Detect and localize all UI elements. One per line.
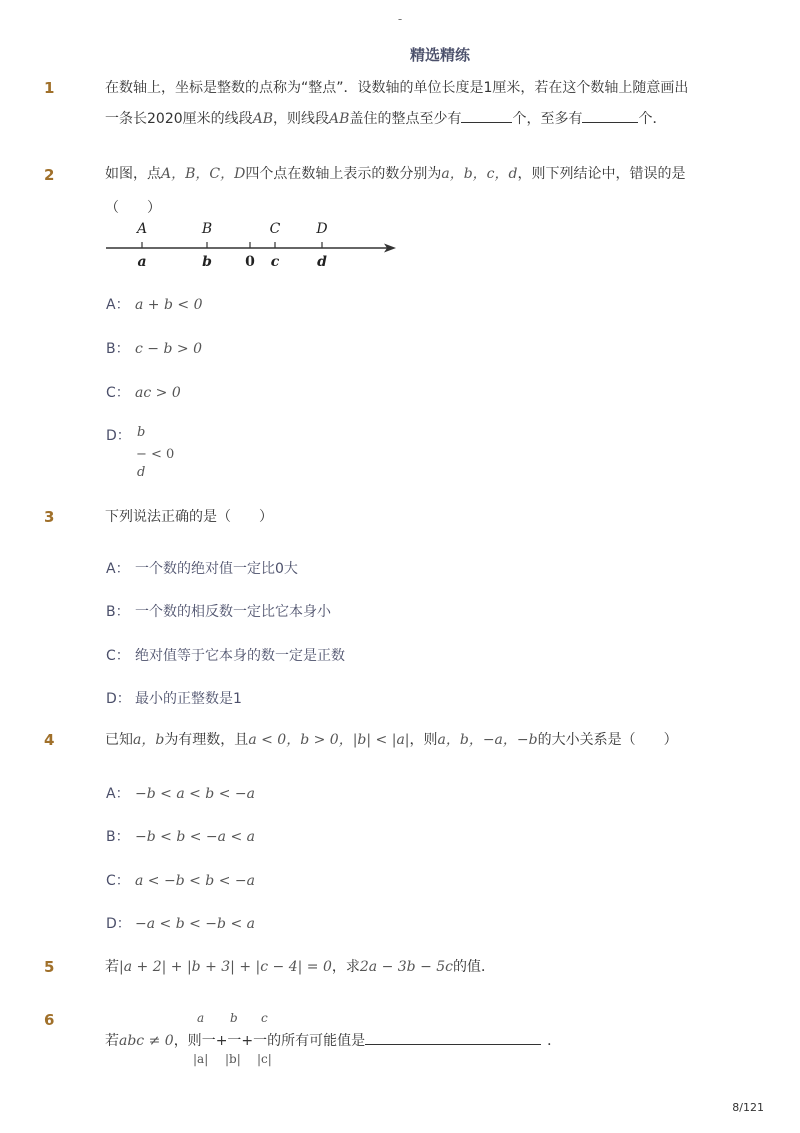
fraction-relation: − < 0 [136,447,175,462]
fraction-numerator: b [230,1011,238,1025]
text-span: 如图，点 [105,166,161,182]
fraction-denominator: |b| [225,1052,241,1066]
question-text-line: 在数轴上，坐标是整数的点称为“整点”．设数轴的单位长度是1厘米，若在这个数轴上随意画出 [105,80,689,96]
option-label: C： [106,648,130,664]
question-number: 3 [44,508,55,526]
option-b[interactable] [106,338,202,358]
option-label: D： [106,428,131,444]
point-label: B [201,221,213,237]
option-text: a < −b < b < −a [135,873,255,889]
answer-blank[interactable] [582,110,638,123]
option-a[interactable] [106,783,255,803]
option-b[interactable] [106,601,331,621]
fraction-bar: 一 [227,1033,242,1049]
math-span: a，b，c，d [441,166,518,182]
text-span: ，则 [409,732,438,748]
text-span: ． [547,1033,562,1049]
fraction-denominator: |a| [193,1052,209,1066]
text-span: ，求 [331,959,360,975]
text-span: ，则 [173,1033,202,1049]
math-span: A，B，C，D [161,166,246,182]
text-span: ，则下列结论中，错误的是 [517,166,686,182]
question-number: 5 [44,958,55,976]
question-number: 6 [44,1011,55,1029]
fraction-denominator: d [137,465,146,480]
option-label: B： [106,341,130,357]
option-label: B： [106,829,130,845]
option-text: −b < b < −a < a [135,829,255,845]
option-label: A： [106,561,130,577]
number-line-figure [100,214,405,274]
option-c[interactable] [106,870,255,890]
math-span: abc ≠ 0 [119,1033,174,1049]
question-number: 1 [44,79,55,97]
option-label: C： [106,385,130,401]
option-label: A： [106,297,130,313]
text-span: 若 [105,1033,119,1049]
math-span: AB [252,111,274,127]
option-label: C： [106,873,130,889]
plus-sign: + [215,1033,228,1049]
option-label: D： [106,916,131,932]
text-span: 为有理数，且 [164,732,249,748]
plus-sign: + [241,1033,254,1049]
math-span: a，b，−a，−b [437,732,538,748]
text-span: ，则线段 [273,111,330,127]
option-c[interactable] [106,382,181,402]
option-text: a + b < 0 [135,297,203,313]
question-text-line [105,728,678,752]
question-number: 4 [44,731,55,749]
text-span: 个． [638,111,667,127]
math-span: AB [329,111,350,127]
point-label: C [269,221,281,237]
option-text: 绝对值等于它本身的数一定是正数 [135,648,345,664]
option-label: A： [106,786,130,802]
math-span: a < 0，b > 0，|b| < |a| [248,732,410,748]
text-span: 的所有可能值是 [267,1033,366,1049]
question-paren: （ ） [105,200,161,216]
option-a[interactable] [106,558,298,578]
option-text: −b < a < b < −a [135,786,255,802]
option-text: c − b > 0 [135,341,202,357]
option-text: 最小的正整数是1 [135,691,242,707]
option-text: 一个数的相反数一定比它本身小 [135,604,331,620]
top-mark: - [397,12,403,26]
value-label: d [317,254,327,270]
page-title: 精选精练 [409,46,470,64]
option-d[interactable] [106,688,242,708]
text-span: 一条长2020厘米的线段 [105,111,253,127]
text-span: 的大小关系是（ ） [537,732,678,748]
fraction-denominator: |c| [257,1052,272,1066]
text-span: 盖住的整点至少有 [349,111,462,127]
option-d[interactable] [106,425,135,445]
fraction-numerator: a [197,1011,205,1025]
question-text-line [105,955,495,979]
option-a[interactable] [106,294,202,314]
question-text-line [105,162,685,186]
option-text: 一个数的绝对值一定比0大 [135,561,298,577]
fraction-numerator: c [261,1011,268,1025]
option-label: B： [106,604,130,620]
text-span: 的值． [453,959,496,975]
question-text-line: 下列说法正确的是（ ） [105,509,273,525]
value-label: 0 [245,254,255,270]
text-span: 若 [105,959,119,975]
point-label: D [316,221,328,237]
math-span: 2a − 3b − 5c [359,959,454,975]
option-d[interactable] [106,913,255,933]
option-label: D： [106,691,131,707]
option-text: ac > 0 [135,385,181,401]
answer-blank[interactable] [461,110,512,123]
text-span: 四个点在数轴上表示的数分别为 [245,166,442,182]
point-label: A [136,221,148,237]
text-span: 已知 [105,732,133,748]
math-span: |a + 2| + |b + 3| + |c − 4| = 0 [119,959,332,975]
math-span: a，b [133,732,165,748]
page-number: 8/121 [732,1101,764,1114]
question-text-line [105,107,666,131]
question-number: 2 [44,166,55,184]
option-text: −a < b < −b < a [135,916,255,932]
answer-blank[interactable] [365,1032,541,1045]
fraction-bar: 一 [201,1033,216,1049]
text-span: 个，至多有 [512,111,583,127]
question-text-line [105,1029,561,1053]
fraction-numerator: b [137,425,146,440]
value-label: a [137,254,147,270]
option-b[interactable] [106,826,255,846]
option-c[interactable] [106,645,345,665]
value-label: b [202,254,212,270]
value-label: c [270,254,280,270]
fraction-bar: 一 [253,1033,268,1049]
